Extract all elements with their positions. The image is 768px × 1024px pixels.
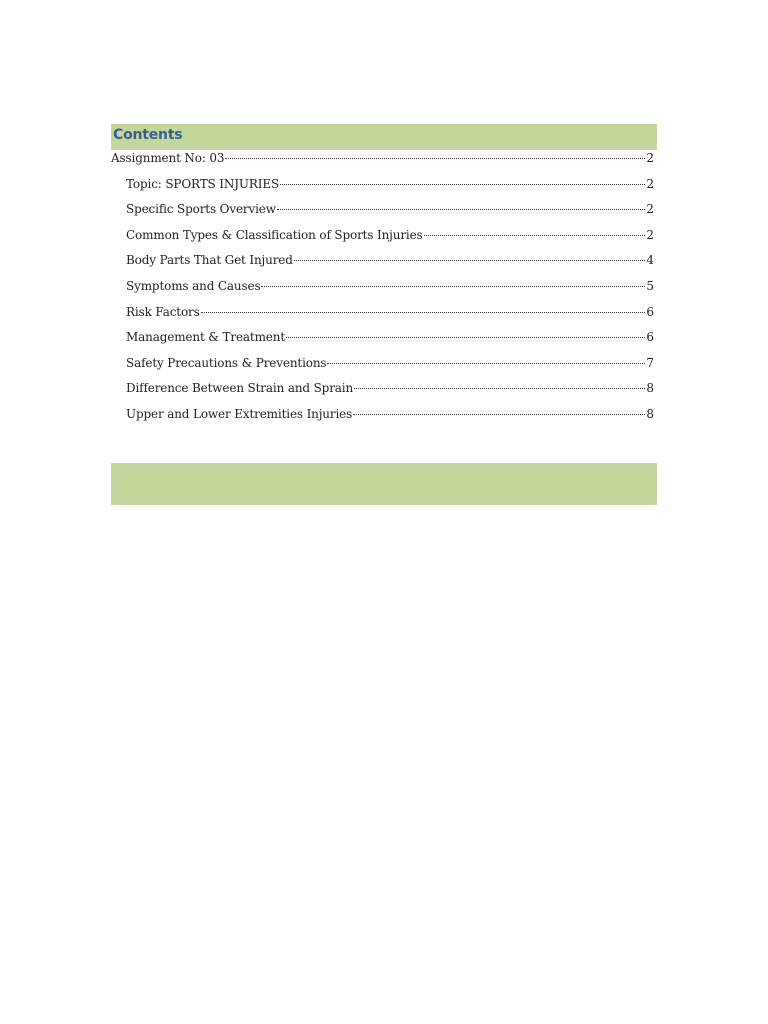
toc-entry-title: Safety Precautions & Preventions — [126, 355, 327, 370]
toc-entry[interactable] — [111, 353, 657, 379]
toc-entry-page-number: 2 — [646, 202, 654, 217]
toc-dot-leader — [294, 260, 646, 261]
toc-dot-leader — [424, 235, 646, 236]
toc-entry[interactable] — [111, 276, 657, 302]
toc-dot-leader — [353, 414, 645, 415]
toc-entry-title: Body Parts That Get Injured — [126, 253, 293, 268]
toc-dot-leader — [354, 388, 645, 389]
toc-entry[interactable] — [111, 302, 657, 328]
toc-dot-leader — [277, 209, 645, 210]
toc-entry[interactable] — [111, 148, 657, 174]
toc-entry-title: Upper and Lower Extremities Injuries — [126, 406, 353, 421]
toc-entry[interactable] — [111, 378, 657, 404]
contents-header-band — [111, 124, 657, 150]
empty-highlight-band — [111, 463, 657, 505]
toc-dot-leader — [280, 184, 645, 185]
toc-entry[interactable] — [111, 199, 657, 225]
toc-entry-page-number: 4 — [646, 253, 654, 268]
toc-entry[interactable] — [111, 174, 657, 200]
table-of-contents — [111, 148, 657, 430]
contents-heading: Contents — [113, 127, 183, 143]
toc-dot-leader — [261, 286, 645, 287]
toc-entry-page-number: 5 — [646, 278, 654, 293]
toc-entry-page-number: 2 — [646, 176, 654, 191]
toc-entry-page-number: 8 — [646, 381, 654, 396]
toc-entry-title: Difference Between Strain and Sprain — [126, 381, 354, 396]
toc-entry-title: Assignment No: 03 — [111, 151, 225, 165]
toc-entry-title: Management & Treatment — [126, 330, 285, 345]
toc-entry[interactable] — [111, 404, 657, 430]
toc-entry-title: Symptoms and Causes — [126, 278, 261, 293]
toc-dot-leader — [327, 363, 645, 364]
toc-dot-leader — [201, 312, 646, 313]
toc-dot-leader — [286, 337, 645, 338]
toc-entry-title: Specific Sports Overview — [126, 202, 276, 217]
toc-entry[interactable] — [111, 327, 657, 353]
toc-entry-page-number: 7 — [646, 355, 654, 370]
toc-entry-page-number: 8 — [646, 406, 654, 421]
toc-entry-title: Common Types & Classification of Sports Injuries — [126, 227, 423, 242]
toc-entry[interactable] — [111, 225, 657, 251]
toc-entry-page-number: 6 — [646, 304, 654, 319]
toc-dot-leader — [225, 158, 645, 159]
toc-entry-title: Risk Factors — [126, 304, 200, 319]
toc-entry-page-number: 2 — [646, 227, 654, 242]
toc-entry-page-number: 2 — [646, 151, 654, 165]
toc-entry-title: Topic: SPORTS INJURIES — [126, 176, 280, 191]
toc-entry[interactable] — [111, 250, 657, 276]
toc-entry-page-number: 6 — [646, 330, 654, 345]
